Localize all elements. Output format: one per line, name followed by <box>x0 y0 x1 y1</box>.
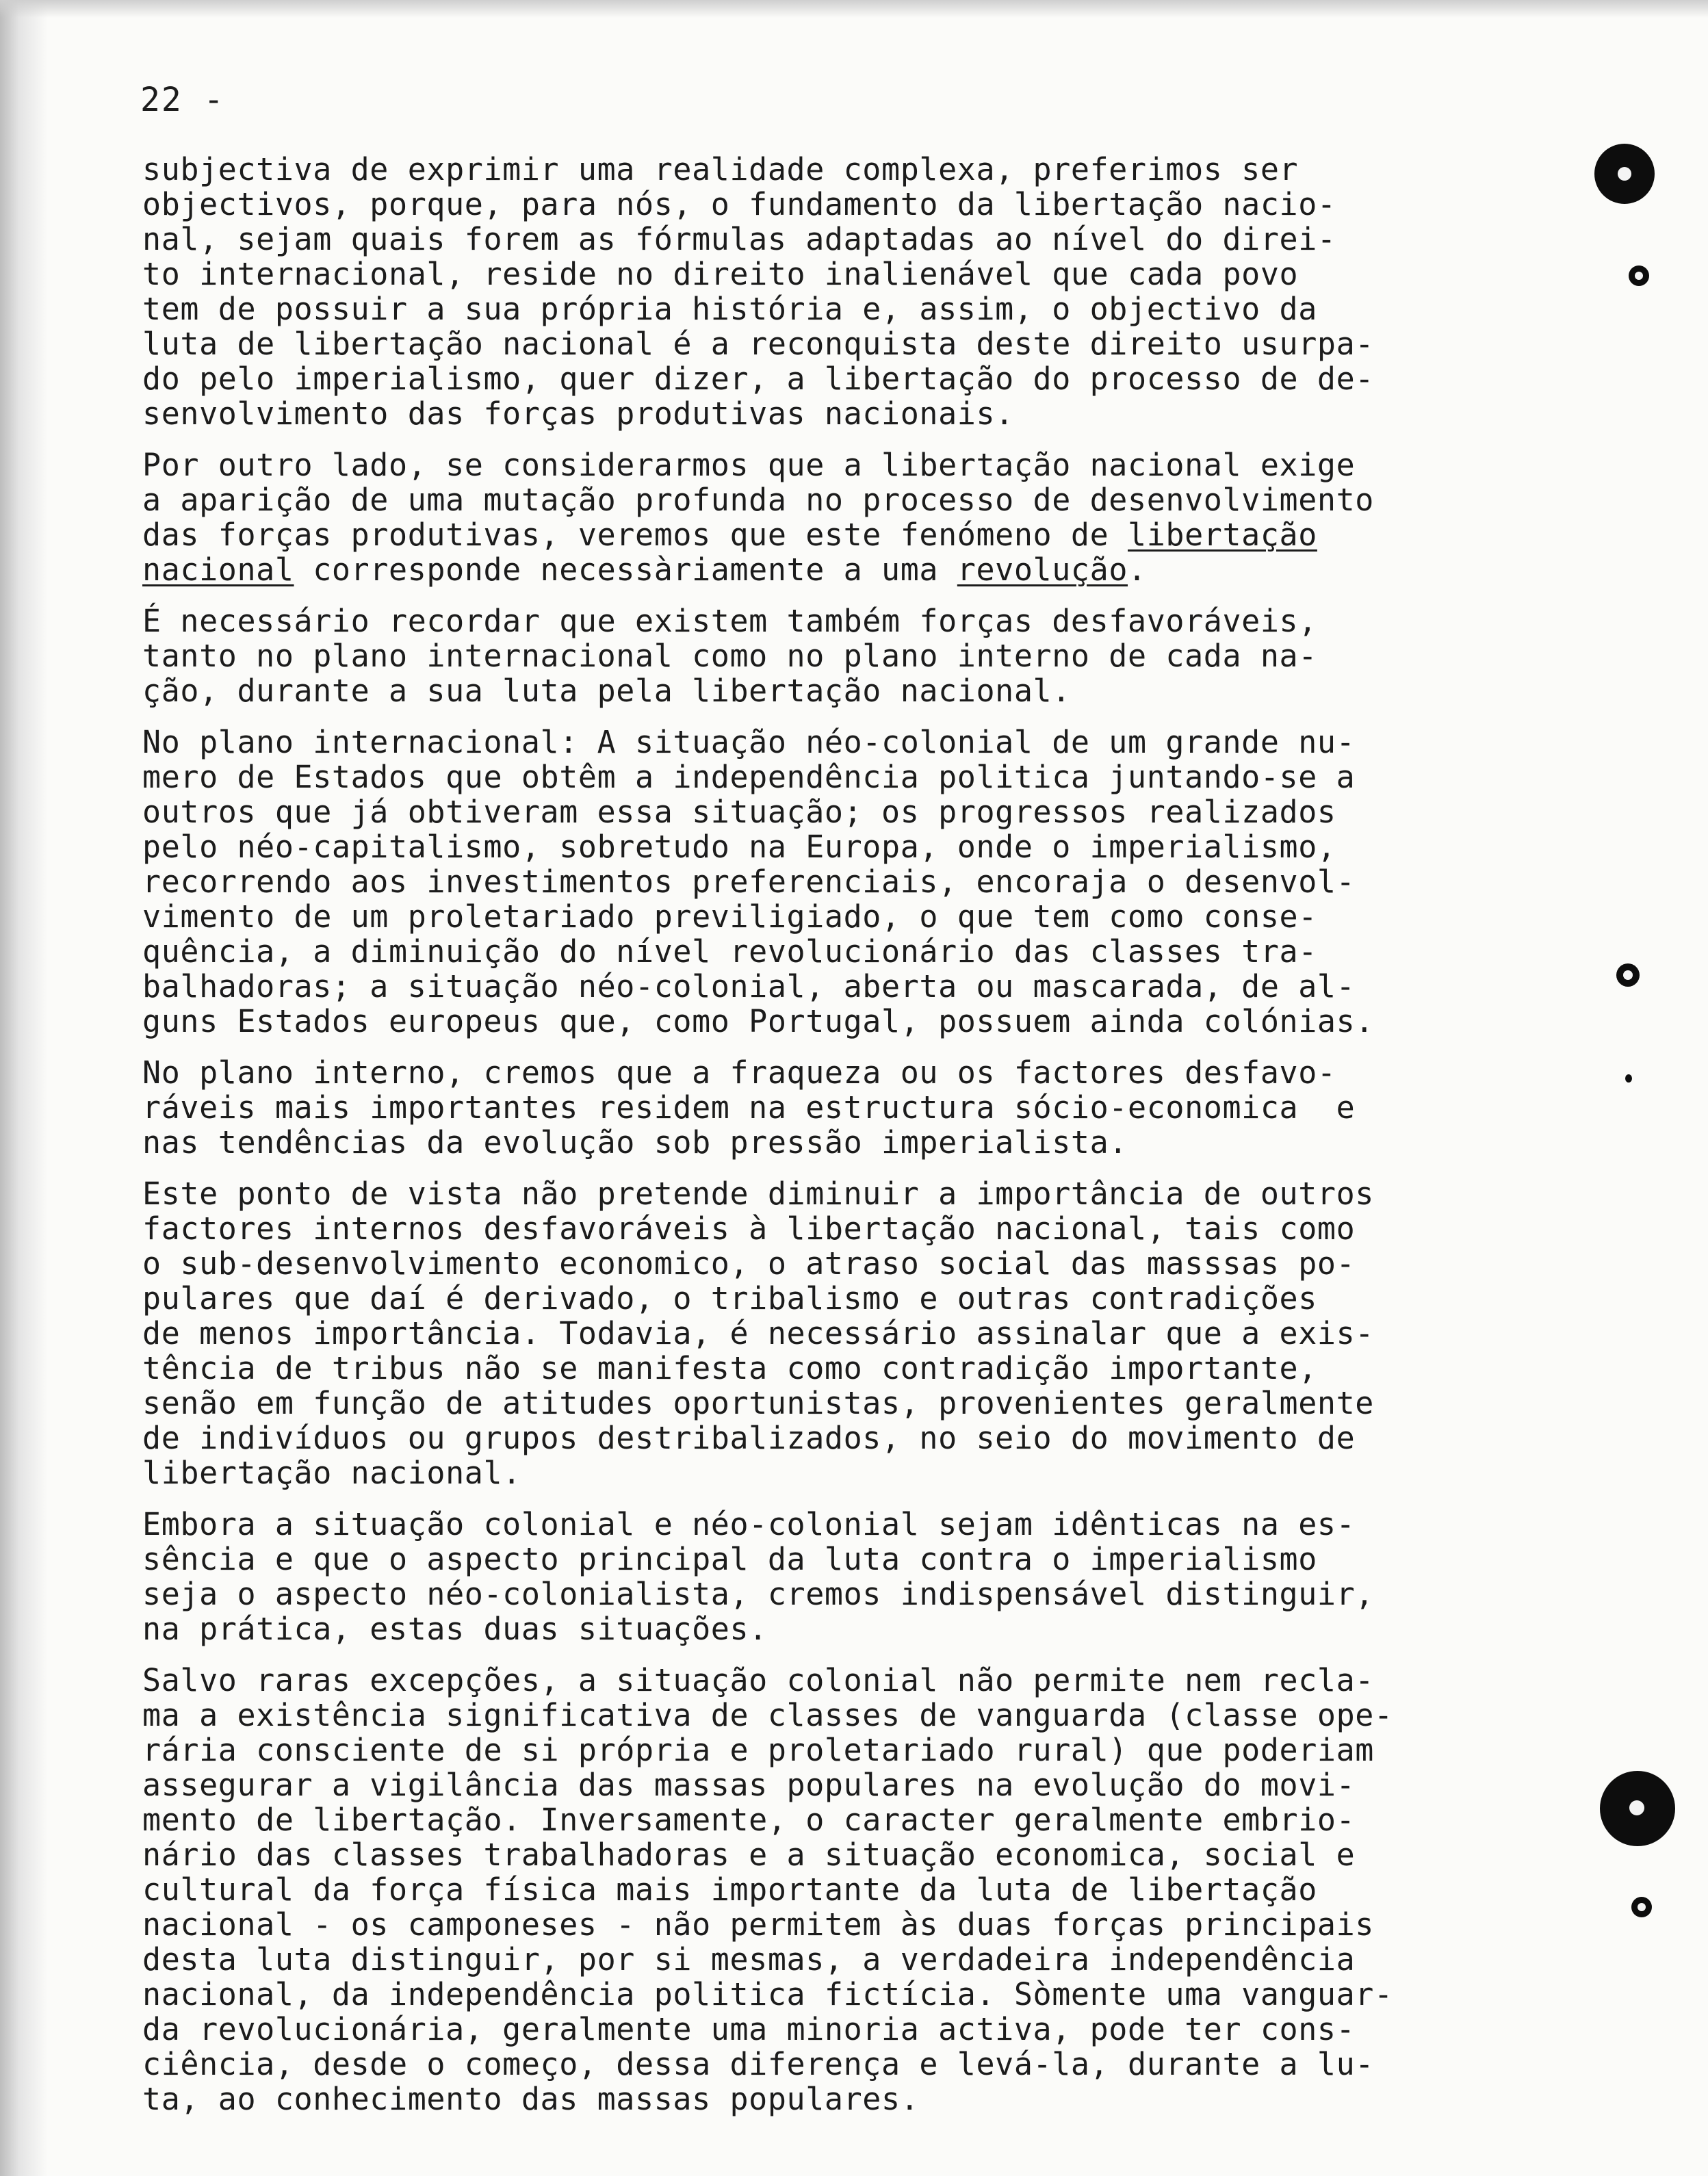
text-line: to internacional, reside no direito inalienável que cada povo <box>142 256 1299 292</box>
text-line: na prática, estas duas situações. <box>142 1611 768 1647</box>
text-line: seja o aspecto néo-colonialista, cremos indispensável distinguir, <box>142 1576 1374 1612</box>
paragraph-7 <box>142 1507 1511 1646</box>
document-body <box>142 152 1511 2133</box>
text-line: de menos importância. Todavia, é necessário assinalar que a exis- <box>142 1315 1374 1351</box>
text-line: assegurar a vigilância das massas populares na evolução do movi- <box>142 1767 1356 1803</box>
underlined-term: nacional <box>142 552 294 588</box>
text-line: Embora a situação colonial e néo-colonial sejam idênticas na es- <box>142 1506 1356 1542</box>
text-line: libertação nacional. <box>142 1455 521 1491</box>
text-line: recorrendo aos investimentos preferenciais, encoraja o desenvol- <box>142 864 1356 900</box>
binder-hole-large-bottom <box>1600 1771 1675 1846</box>
text-line: Este ponto de vista não pretende diminuir a importância de outros <box>142 1176 1374 1212</box>
text-line: da revolucionária, geralmente uma minoria activa, pode ter cons- <box>142 2011 1356 2047</box>
page-shadow-left <box>0 0 48 2176</box>
text-line: ciência, desde o começo, dessa diferença e levá-la, durante a lu- <box>142 2046 1374 2082</box>
text-line: o sub-desenvolvimento economico, o atraso social das masssas po- <box>142 1245 1356 1282</box>
text-line: pelo néo-capitalismo, sobretudo na Europa, onde o imperialismo, <box>142 829 1336 865</box>
page-number: 22 - <box>140 81 225 119</box>
text-line: ta, ao conhecimento das massas populares. <box>142 2081 920 2117</box>
text-line: de indivíduos ou grupos destribalizados, no seio do movimento de <box>142 1420 1356 1456</box>
text-line: objectivos, porque, para nós, o fundamento da libertação nacio- <box>142 186 1336 222</box>
text-line: quência, a diminuição do nível revolucionário das classes tra- <box>142 933 1317 970</box>
binder-hole-small <box>1616 963 1640 987</box>
text-line: nacional - os camponeses - não permitem às duas forças principais <box>142 1906 1374 1943</box>
text-line: tem de possuir a sua própria história e, assim, o objectivo da <box>142 291 1317 327</box>
text-line: outros que já obtiveram essa situação; os progressos realizados <box>142 794 1336 830</box>
text-line: luta de libertação nacional é a reconquista deste direito usurpa- <box>142 326 1374 362</box>
paragraph-5 <box>142 1055 1511 1160</box>
text-line: do pelo imperialismo, quer dizer, a libertação do processo de de- <box>142 361 1374 397</box>
underlined-term: libertação <box>1128 517 1317 553</box>
paragraph-4 <box>142 725 1511 1039</box>
underlined-term: revolução <box>957 552 1128 588</box>
text-line: É necessário recordar que existem também forças desfavoráveis, <box>142 603 1317 639</box>
text-line: nacional, da independência politica fictícia. Sòmente uma vanguar- <box>142 1976 1393 2012</box>
text-line: sência e que o aspecto principal da luta contra o imperialismo <box>142 1541 1317 1577</box>
text-line: No plano interno, cremos que a fraqueza ou os factores desfavo- <box>142 1054 1336 1091</box>
text-line <box>142 517 1511 552</box>
binder-hole-small <box>1631 1897 1652 1917</box>
text-line: No plano internacional: A situação néo-colonial de um grande nu- <box>142 724 1356 760</box>
text-line: nal, sejam quais forem as fórmulas adaptadas ao nível do direi- <box>142 221 1336 257</box>
text-line: subjectiva de exprimir uma realidade complexa, preferimos ser <box>142 151 1299 187</box>
text-line: cultural da força física mais importante da luta de libertação <box>142 1871 1317 1908</box>
text-segment: . <box>1128 552 1147 588</box>
text-line: tência de tribus não se manifesta como contradição importante, <box>142 1350 1317 1386</box>
text-line: desta luta distinguir, por si mesmas, a verdadeira independência <box>142 1941 1356 1978</box>
binder-hole-dot <box>1625 1074 1632 1083</box>
text-line: nário das classes trabalhadoras e a situação economica, social e <box>142 1837 1356 1873</box>
text-line: pulares que daí é derivado, o tribalismo e outras contradições <box>142 1280 1317 1317</box>
text-line: mento de libertação. Inversamente, o caracter geralmente embrio- <box>142 1802 1356 1838</box>
text-line: Por outro lado, se considerarmos que a libertação nacional exige <box>142 447 1356 483</box>
paragraph-2 <box>142 448 1511 587</box>
text-line: senão em função de atitudes oportunistas, provenientes geralmente <box>142 1385 1374 1421</box>
text-line: senvolvimento das forças produtivas nacionais. <box>142 396 1014 432</box>
text-line: factores internos desfavoráveis à libertação nacional, tais como <box>142 1210 1356 1247</box>
text-line: Salvo raras excepções, a situação colonial não permite nem recla- <box>142 1662 1374 1698</box>
text-line: vimento de um proletariado previligiado, o que tem como conse- <box>142 898 1317 935</box>
text-segment: corresponde necessàriamente a uma <box>294 552 957 588</box>
text-line: ção, durante a sua luta pela libertação nacional. <box>142 673 1071 709</box>
paragraph-8 <box>142 1663 1511 2116</box>
text-segment: das forças produtivas, veremos que este fenómeno de <box>142 517 1128 553</box>
text-line: nas tendências da evolução sob pressão imperialista. <box>142 1124 1128 1161</box>
text-line: mero de Estados que obtêm a independência politica juntando-se a <box>142 759 1356 795</box>
paragraph-3 <box>142 604 1511 708</box>
text-line: ráveis mais importantes residem na estructura sócio-economica e <box>142 1089 1356 1126</box>
text-line <box>142 552 1511 587</box>
text-line: ma a existência significativa de classes de vanguarda (classe ope- <box>142 1697 1393 1733</box>
text-line: balhadoras; a situação néo-colonial, aberta ou mascarada, de al- <box>142 968 1356 1005</box>
paragraph-1 <box>142 152 1511 431</box>
page-shadow-top <box>0 0 1708 18</box>
paragraph-6 <box>142 1176 1511 1490</box>
text-line: tanto no plano internacional como no plano interno de cada na- <box>142 638 1317 674</box>
text-line: rária consciente de si própria e proletariado rural) que poderiam <box>142 1732 1374 1768</box>
text-line: guns Estados europeus que, como Portugal, possuem ainda colónias. <box>142 1003 1374 1039</box>
binder-hole-small <box>1629 265 1649 286</box>
binder-hole-large-top <box>1594 144 1655 204</box>
text-line: a aparição de uma mutação profunda no processo de desenvolvimento <box>142 482 1374 518</box>
